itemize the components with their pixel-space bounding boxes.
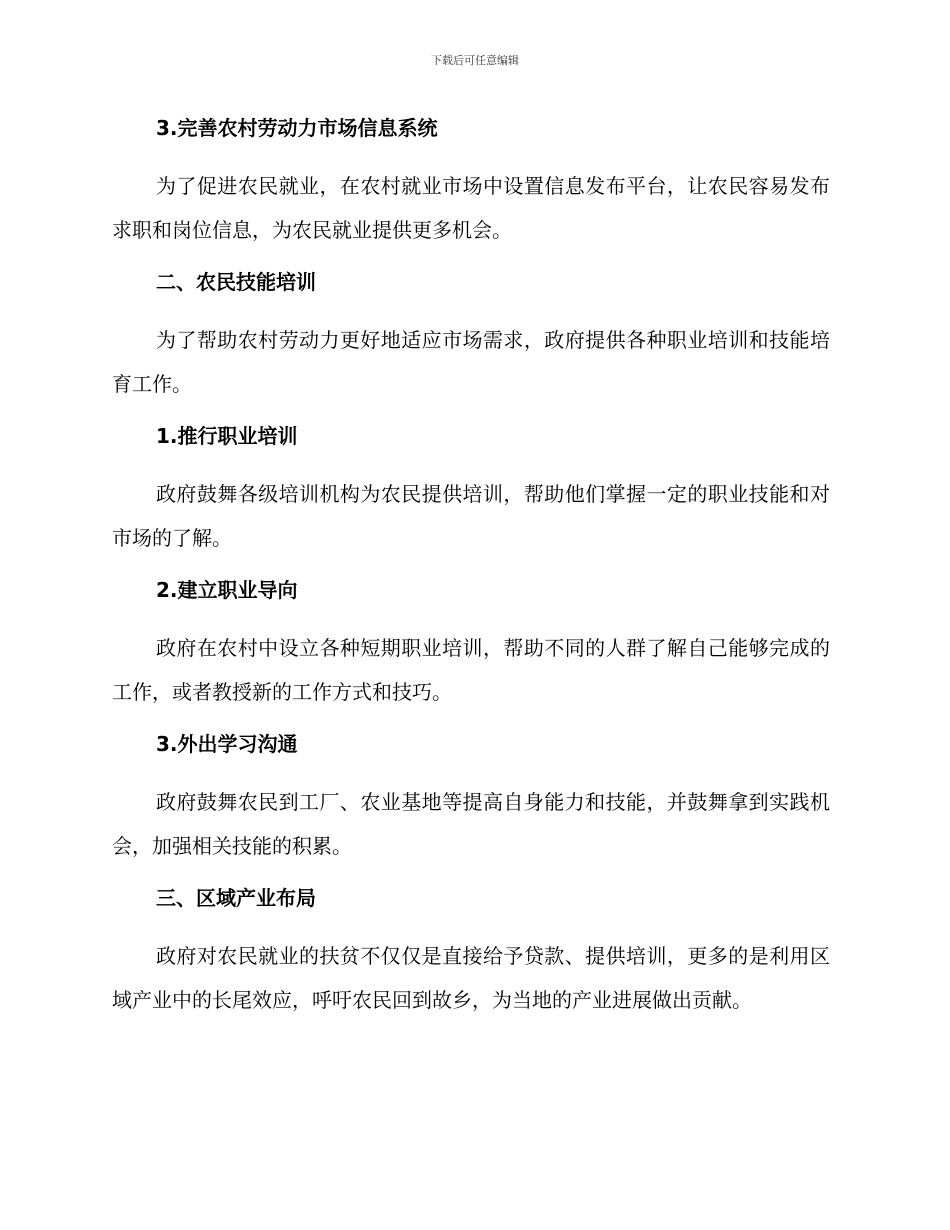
paragraph-info-system: 为了促进农民就业，在农村就业市场中设置信息发布平台，让农民容易发布求职和岗位信息，为农民就业提供更多机会。 bbox=[112, 174, 830, 242]
section-heading-skills-training: 二、农民技能培训 bbox=[156, 270, 316, 294]
paragraph-vocational-training: 政府鼓舞各级培训机构为农民提供培训，帮助他们掌握一定的职业技能和对市场的了解。 bbox=[112, 482, 830, 550]
section-heading-info-system: 3.完善农村劳动力市场信息系统 bbox=[156, 116, 438, 140]
paragraph-skills-training: 为了帮助农村劳动力更好地适应市场需求，政府提供各种职业培训和技能培育工作。 bbox=[112, 328, 830, 396]
section-heading-regional-industry: 三、区域产业布局 bbox=[156, 886, 316, 910]
paragraph-career-guidance: 政府在农村中设立各种短期职业培训，帮助不同的人群了解自己能够完成的工作，或者教授新的工作方式和技巧。 bbox=[112, 636, 830, 704]
section-heading-external-learning: 3.外出学习沟通 bbox=[156, 732, 298, 756]
paragraph-external-learning: 政府鼓舞农民到工厂、农业基地等提高自身能力和技能，并鼓舞拿到实践机会，加强相关技能的积累。 bbox=[112, 790, 830, 858]
document-body bbox=[112, 112, 830, 1036]
page-header: 下载后可任意编辑 bbox=[431, 54, 519, 67]
section-heading-career-guidance: 2.建立职业导向 bbox=[156, 578, 298, 602]
paragraph-regional-industry: 政府对农民就业的扶贫不仅仅是直接给予贷款、提供培训，更多的是利用区域产业中的长尾效应，呼吁农民回到故乡，为当地的产业进展做出贡献。 bbox=[112, 944, 830, 1012]
section-heading-vocational-training: 1.推行职业培训 bbox=[156, 424, 298, 448]
